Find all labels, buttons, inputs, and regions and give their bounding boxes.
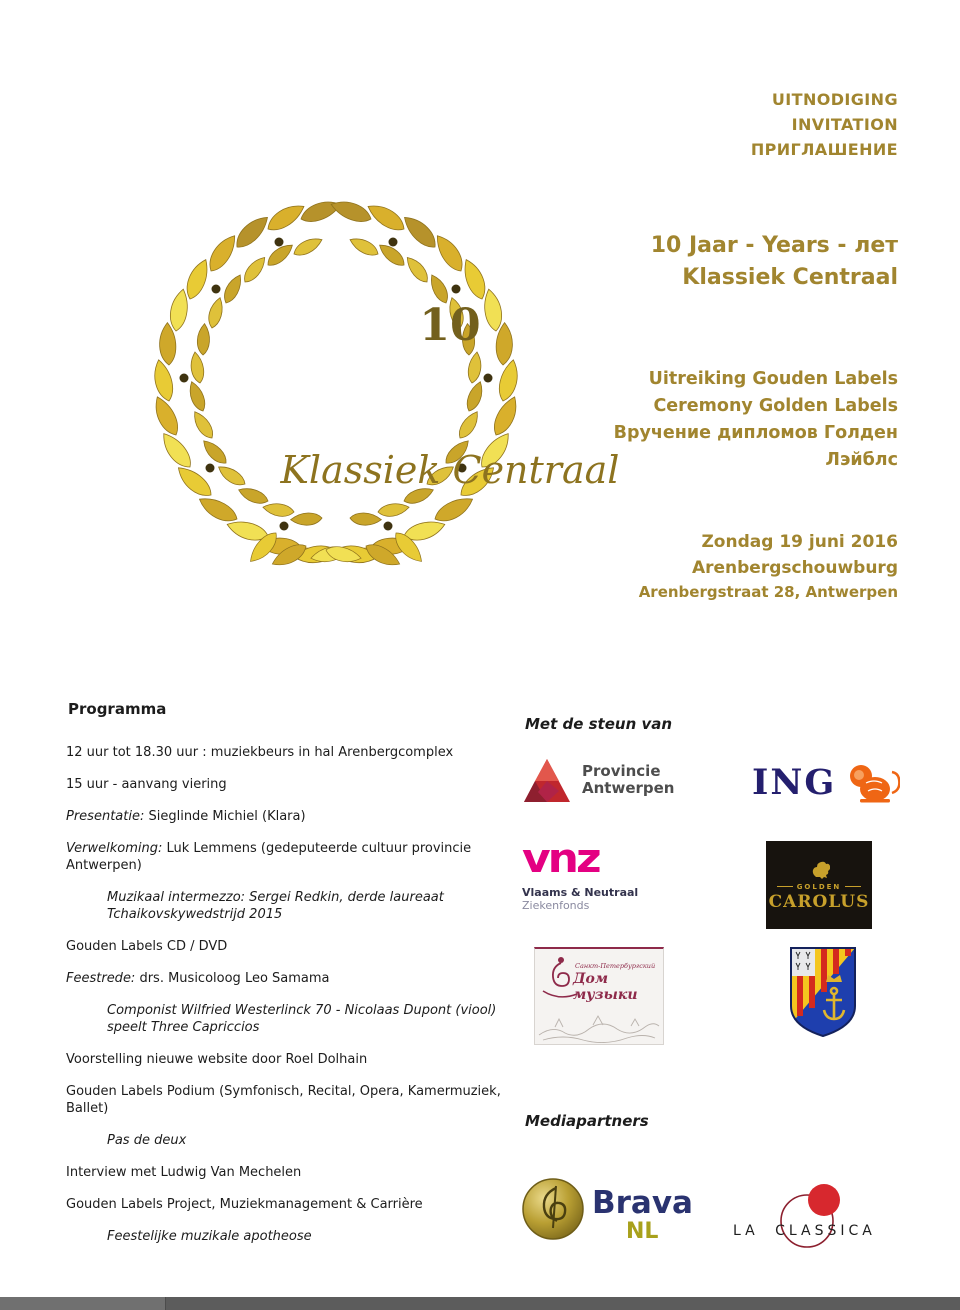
- program-item: 15 uur - aanvang viering: [66, 777, 227, 792]
- shield-icon: [786, 944, 860, 1040]
- ceremony-line-nl: Uitreiking Gouden Labels: [648, 369, 898, 389]
- wreath-script-title: Klassiek Centraal: [280, 448, 620, 492]
- brava-nl-logo: [520, 1176, 693, 1243]
- classica-wordmark: LA CLASSICA: [733, 1223, 876, 1239]
- vnz-subline-2: Ziekenfonds: [522, 898, 590, 912]
- program-item-lead: Verwelkoming:: [66, 841, 163, 856]
- ceremony-line-ru-2: Лэйблс: [825, 450, 898, 471]
- program-item: Componist Wilfried Westerlinck 70 - Nicolaas Dupont (viool) speelt Three Capriccios: [107, 1003, 497, 1035]
- carolus-dash-left: [777, 886, 793, 887]
- program-item: 12 uur tot 18.30 uur : muziekbeurs in hal Arenbergcomplex: [66, 745, 454, 760]
- invite-line-ru: ПРИГЛАШЕНИЕ: [750, 139, 898, 159]
- provincie-antwerpen-logo: [521, 755, 674, 805]
- invite-line-en: INVITATION: [791, 114, 898, 134]
- program-item: Interview met Ludwig Van Mechelen: [66, 1165, 302, 1180]
- carolus-lion-icon: [808, 859, 830, 881]
- program-item: Verwelkoming: Luk Lemmens (gedeputeerde cultuur provincie Antwerpen): [66, 841, 472, 873]
- anniversary-line-2: Klassiek Centraal: [682, 264, 898, 290]
- program-item: Feestrede: drs. Musicoloog Leo Samama: [66, 971, 330, 986]
- coat-of-arms-logo: [786, 944, 860, 1044]
- dom-muziki-logo: [534, 947, 664, 1045]
- brava-wordmark: Brava: [592, 1185, 693, 1221]
- ceremony-line-ru-1: Вручение дипломов Голден: [613, 423, 898, 444]
- ing-wordmark: ING: [752, 761, 837, 803]
- program-list: [66, 744, 521, 1245]
- gouden-carolus-logo: [766, 841, 872, 929]
- brava-nl-label: NL: [626, 1219, 659, 1244]
- carolus-small-label: GOLDEN: [796, 882, 842, 891]
- dom-muziki-small-label: Санкт-Петербургский: [575, 962, 656, 970]
- vnz-logo: [522, 835, 652, 912]
- invite-line-nl: UITNODIGING: [771, 90, 898, 109]
- carolus-dash-right: [845, 886, 861, 887]
- la-classica-logo: [733, 1183, 893, 1261]
- wreath-number: 10: [419, 300, 481, 351]
- vnz-wordmark: vnz: [522, 835, 599, 883]
- laurel-wreath-icon: [115, 148, 557, 568]
- dom-muziki-script-label: Дом музыки: [573, 971, 638, 1003]
- program-item-lead: Presentatie:: [66, 809, 145, 824]
- program-item-lead: Feestrede:: [66, 971, 136, 986]
- program-item: Pas de deux: [107, 1133, 187, 1148]
- program-item: Feestelijke muzikale apotheose: [107, 1229, 312, 1244]
- event-address: Arenbergstraat 28, Antwerpen: [638, 583, 898, 601]
- ing-logo: [752, 757, 900, 807]
- program-item: Voorstelling nieuwe website door Roel Dolhain: [66, 1052, 368, 1067]
- event-venue: Arenbergschouwburg: [691, 557, 898, 578]
- ceremony-title: [614, 366, 898, 475]
- program-item: Gouden Labels Project, Muziekmanagement & Carrière: [66, 1197, 423, 1212]
- anniversary-line-1: 10 Jaar - Years - лет: [650, 233, 898, 258]
- city-sketch-graphic: [535, 1009, 661, 1043]
- treble-clef-icon: [539, 955, 579, 999]
- event-details: [639, 530, 898, 604]
- mediapartners-heading: Mediapartners: [525, 1112, 649, 1130]
- sponsors-heading: Met de steun van: [525, 715, 673, 733]
- program-item: Muzikaal intermezzo: Sergei Redkin, derde laureaat Tchaikovskywedstrijd 2015: [107, 890, 444, 922]
- provincie-triangle-icon: [521, 755, 573, 805]
- ceremony-line-en: Ceremony Golden Labels: [653, 396, 898, 417]
- brava-clef-icon: [520, 1176, 586, 1242]
- program-item: Gouden Labels CD / DVD: [66, 939, 228, 954]
- program-section: [66, 700, 521, 1260]
- program-item: Presentatie: Sieglinde Michiel (Klara): [66, 809, 306, 824]
- program-title: Programma: [68, 700, 167, 718]
- anniversary-title: [651, 230, 898, 294]
- program-item: Gouden Labels Podium (Symfonisch, Recital, Opera, Kamermuziek, Ballet): [66, 1084, 501, 1116]
- ing-lion-icon: [842, 757, 900, 807]
- vnz-subline-1: Vlaams & Neutraal: [522, 885, 639, 899]
- classica-circle-icon: [777, 1183, 855, 1249]
- horizontal-scrollbar-thumb[interactable]: [0, 1297, 166, 1310]
- event-date: Zondag 19 juni 2016: [701, 532, 898, 552]
- provincie-label-1: Provincie: [582, 761, 661, 780]
- invite-heading: [751, 88, 898, 162]
- horizontal-scrollbar-track[interactable]: [0, 1297, 960, 1310]
- laurel-wreath-graphic: [115, 148, 620, 568]
- carolus-wordmark: CAROLUS: [768, 891, 870, 912]
- provincie-label-2: Antwerpen: [582, 779, 675, 797]
